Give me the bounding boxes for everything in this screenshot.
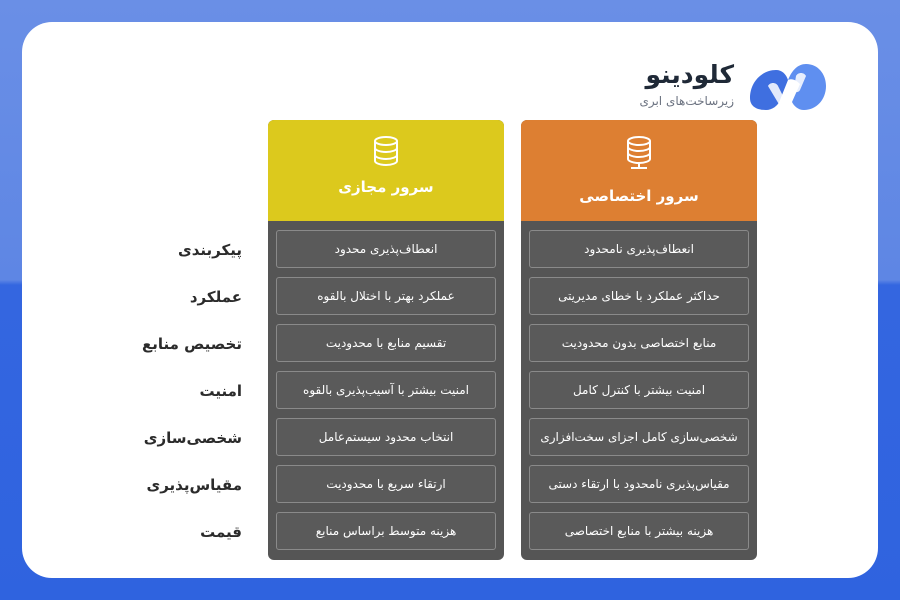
database-icon [372, 136, 400, 166]
cloudino-logo-icon [740, 56, 832, 120]
virtual-cell-performance: عملکرد بهتر با اختلال بالقوه [276, 277, 496, 315]
dedicated-cell-performance: حداکثر عملکرد با خطای مدیریتی [529, 277, 749, 315]
row-label-customization: شخصی‌سازی [143, 429, 242, 447]
virtual-cell-configuration: انعطاف‌پذیری محدود [276, 230, 496, 268]
database-icon [625, 136, 653, 170]
brand-name: کلودینو [645, 60, 734, 89]
virtual-cell-resources: تقسیم منابع با محدودیت [276, 324, 496, 362]
dedicated-cell-customization: شخصی‌سازی کامل اجزای سخت‌افزاری [529, 418, 749, 456]
row-label-resource-allocation: تخصیص منابع [142, 335, 242, 353]
dedicated-cell-resources: منابع اختصاصی بدون محدودیت [529, 324, 749, 362]
row-label-configuration: پیکربندی [178, 241, 242, 259]
row-label-price: قیمت [200, 523, 242, 541]
dedicated-server-title: سرور اختصاصی [579, 187, 699, 205]
brand-tagline: زیرساخت‌های ابری [639, 94, 734, 108]
dedicated-cell-scalability: مقیاس‌پذیری نامحدود با ارتقاء دستی [529, 465, 749, 503]
dedicated-cell-security: امنیت بیشتر با کنترل کامل [529, 371, 749, 409]
virtual-cell-security: امنیت بیشتر با آسیب‌پذیری بالقوه [276, 371, 496, 409]
virtual-cell-customization: انتخاب محدود سیستم‌عامل [276, 418, 496, 456]
dedicated-server-column [521, 120, 757, 560]
dedicated-server-header [521, 120, 757, 221]
row-label-performance: عملکرد [189, 288, 242, 306]
row-label-scalability: مقیاس‌پذیری [146, 476, 242, 494]
dedicated-cell-price: هزینه بیشتر با منابع اختصاصی [529, 512, 749, 550]
virtual-cell-price: هزینه متوسط براساس منابع [276, 512, 496, 550]
virtual-server-header [268, 120, 504, 221]
row-label-security: امنیت [199, 382, 242, 400]
brand[interactable] [612, 58, 842, 118]
virtual-server-title: سرور مجازی [338, 178, 434, 196]
virtual-cell-scalability: ارتقاء سریع با محدودیت [276, 465, 496, 503]
virtual-server-column [268, 120, 504, 560]
dedicated-cell-configuration: انعطاف‌پذیری نامحدود [529, 230, 749, 268]
